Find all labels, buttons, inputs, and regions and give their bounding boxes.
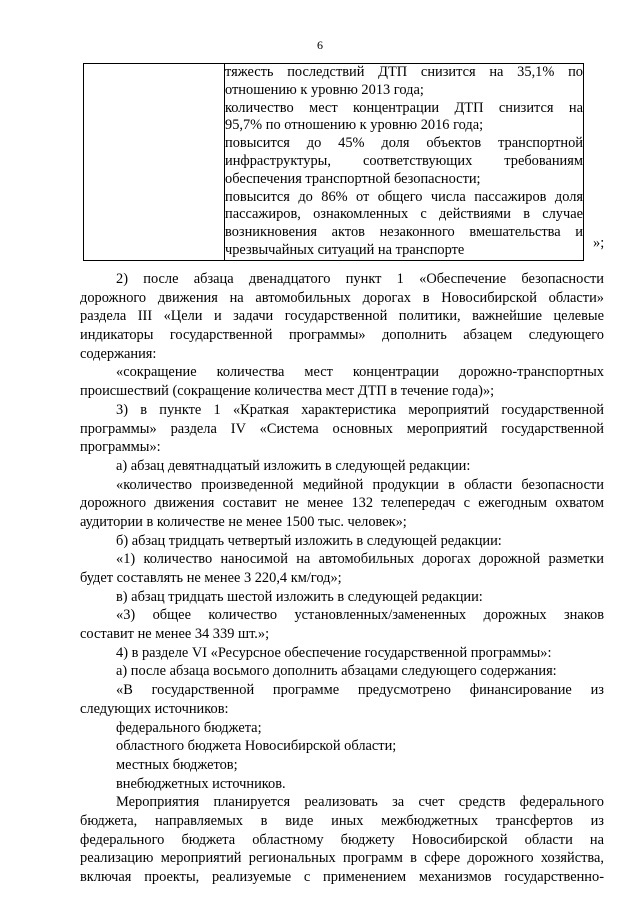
body-line: реализацию мероприятий региональных программ в сфере дорожного хозяйства,: [80, 850, 604, 867]
body-line: включая проекты, реализуемые с применением механизмов государственно-: [80, 869, 604, 885]
body-line: 2) после абзаца двенадцатого пункт 1 «Обеспечение безопасности: [116, 271, 604, 287]
table-line: пассажиров, ознакомленных с действиями в случае: [225, 206, 583, 223]
body-line: аудитории в количестве не менее 1500 тыс. человек»;: [80, 513, 407, 530]
table-right-cell: [225, 64, 584, 261]
body-text: [80, 270, 604, 887]
body-line: б) абзац тридцать четвертый изложить в следующей редакции:: [116, 532, 502, 549]
body-line: происшествий (сокращение количества мест ДТП в течение года)»;: [80, 383, 495, 400]
body-line: бюджета, направляемых в виде иных межбюджетных трансфертов из: [80, 812, 604, 829]
body-line: индикаторы государственной программы» дополнить абзацем следующего: [80, 327, 604, 344]
body-line: федерального бюджета областному бюджету Новосибирской области на: [80, 831, 604, 848]
body-line: программы» раздела IV «Система основных мероприятий государственной: [80, 420, 604, 437]
body-line: а) после абзаца восьмого дополнить абзацами следующего содержания:: [116, 663, 557, 680]
table-line: 95,7% по отношению к уровню 2016 года;: [225, 117, 484, 134]
body-line: 3) в пункте 1 «Краткая характеристика мероприятий государственной: [116, 401, 604, 418]
body-line: дорожного движения составит не менее 132 телепередач с ежегодным охватом: [80, 495, 604, 512]
table-line: возникновения актов незаконного вмешательства и: [225, 224, 583, 241]
quote-end: »;: [593, 235, 605, 251]
body-line: Мероприятия планируется реализовать за счет средств федерального: [116, 794, 604, 811]
table-line: количество мест концентрации ДТП снизится на: [225, 99, 583, 116]
body-line: составит не менее 34 339 шт.»;: [80, 626, 270, 643]
body-line: «1) количество наносимой на автомобильных дорогах дорожной разметки: [116, 551, 604, 568]
body-line: федерального бюджета;: [116, 719, 262, 736]
table-line: чрезвычайных ситуаций на транспорте: [225, 241, 465, 258]
body-line: содержания:: [80, 345, 157, 362]
body-line: местных бюджетов;: [116, 756, 238, 773]
table-line: повысится до 45% доля объектов транспортной: [225, 135, 583, 152]
body-line: областного бюджета Новосибирской области;: [116, 738, 397, 755]
table-line: тяжесть последствий ДТП снизится на 35,1% по: [225, 64, 583, 80]
body-line: «сокращение количества мест концентрации дорожно-транспортных: [116, 364, 604, 381]
table-line: отношению к уровню 2013 года;: [225, 81, 424, 98]
body-line: а) абзац девятнадцатый изложить в следующей редакции:: [116, 457, 471, 474]
table-line: обеспечения транспортной безопасности;: [225, 170, 481, 187]
body-line: в) абзац тридцать шестой изложить в следующей редакции:: [116, 588, 483, 605]
page-number: 6: [317, 38, 323, 52]
body-line: дорожного движения на автомобильных дорогах в Новосибирской области»: [80, 289, 604, 306]
body-line: «3) общее количество установленных/замененных дорожных знаков: [116, 607, 604, 624]
body-line: «В государственной программе предусмотрено финансирование из: [116, 682, 604, 699]
body-line: раздела III «Цели и задачи государственной политики, важнейшие целевые: [80, 308, 604, 325]
table-line: инфраструктуры, соответствующих требованиям: [225, 152, 583, 169]
body-line: «количество произведенной медийной продукции в области безопасности: [116, 476, 604, 493]
body-line: внебюджетных источников.: [116, 775, 286, 792]
body-line: следующих источников:: [80, 700, 229, 717]
body-line: 4) в разделе VI «Ресурсное обеспечение государственной программы»:: [116, 644, 552, 661]
table-left-cell: [84, 64, 225, 261]
body-line: программы»:: [80, 439, 161, 456]
table-line: повысится до 86% от общего числа пассажиров доля: [225, 188, 583, 205]
continuation-table: [83, 63, 584, 261]
body-line: будет составлять не менее 3 220,4 км/год»;: [80, 570, 342, 586]
